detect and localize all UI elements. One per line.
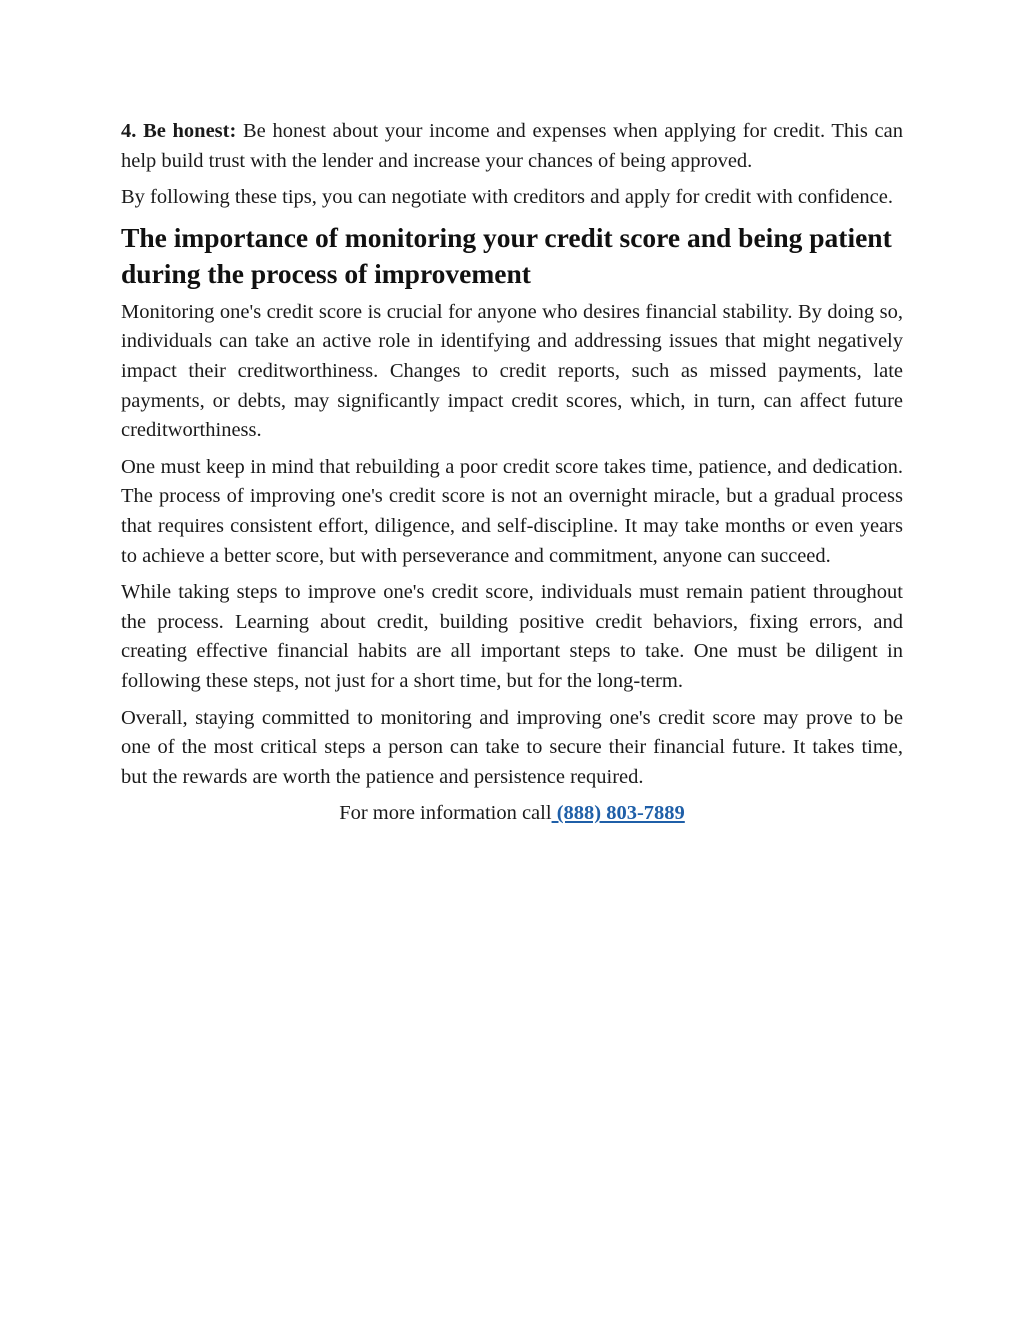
tip-4-paragraph (121, 117, 903, 176)
body-paragraph-patience: While taking steps to improve one's credit score, individuals must remain patient throughout the process. Learning about credit, building positive credit behaviors, fixing errors, and creating effective financial habits are all important steps to take. One must be diligent in following these steps, not just for a short time, but for the long-term. (121, 581, 903, 692)
tip-4-text: Be honest about your income and expenses when applying for credit. This can help build trust with the lender and increase your chances of being approved. (121, 120, 903, 172)
body-paragraph-overall: Overall, staying committed to monitoring and improving one's credit score may prove to be one of the most critical steps a person can take to secure their financial future. It takes time, but the rewards are worth the patience and persistence required. (121, 706, 903, 788)
contact-prefix: For more information call (339, 802, 552, 825)
document-page (121, 117, 903, 829)
closing-tips-paragraph: By following these tips, you can negotiate with creditors and apply for credit with confidence. (121, 186, 893, 209)
tip-4-label: 4. Be honest: (121, 120, 237, 142)
contact-line (121, 799, 903, 829)
section-heading: The importance of monitoring your credit score and being patient during the process of improvement (121, 221, 892, 289)
body-paragraph-monitoring: Monitoring one's credit score is crucial for anyone who desires financial stability. By doing so, individuals can take an active role in identifying and addressing issues that might negatively impact their creditworthiness. Changes to credit reports, such as missed payments, late payments, or debts, may significantly impact credit scores, which, in turn, can affect future creditworthiness. (121, 300, 903, 442)
phone-link[interactable]: (888) 803-7889 (551, 802, 685, 825)
body-paragraph-rebuilding: One must keep in mind that rebuilding a poor credit score takes time, patience, and dedication. The process of improving one's credit score is not an overnight miracle, but a gradual process that requires consistent effort, diligence, and self-discipline. It may take months or even years to achieve a better score, but with perseverance and commitment, anyone can succeed. (121, 455, 903, 567)
